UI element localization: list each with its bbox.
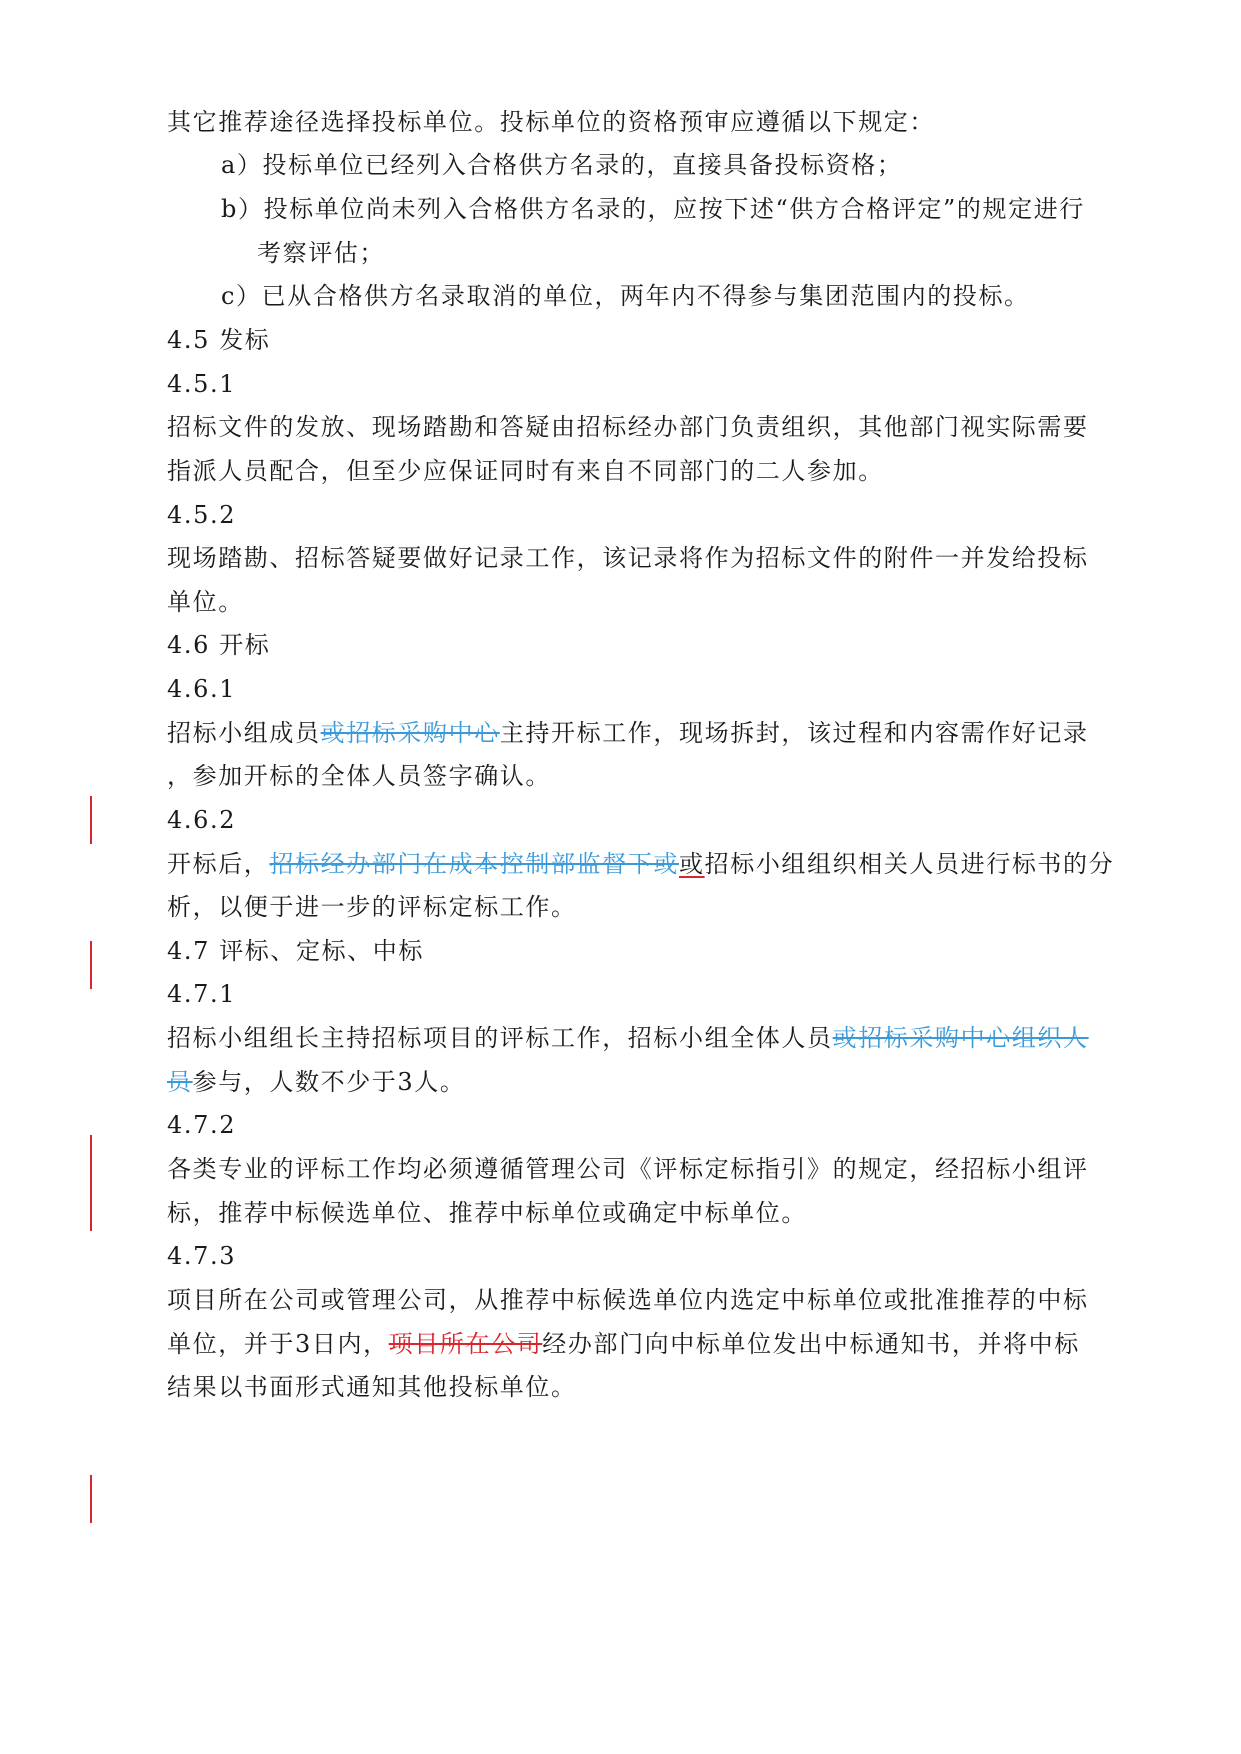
deleted-text: 员 bbox=[167, 1068, 193, 1096]
text-line bbox=[167, 585, 244, 619]
text-run: 其它推荐途径选择投标单位。投标单位的资格预审应遵循以下规定： bbox=[167, 108, 935, 136]
text-line bbox=[167, 105, 935, 139]
deleted-text: 项目所在公司 bbox=[388, 1330, 543, 1358]
text-line bbox=[167, 541, 1089, 575]
text-run: 各类专业的评标工作均必须遵循管理公司《评标定标指引》的规定，经招标小组评 bbox=[167, 1155, 1089, 1183]
text-run: 4.7.3 bbox=[167, 1242, 237, 1270]
text-run: 招标小组组织相关人员进行标书的分 bbox=[704, 850, 1115, 878]
text-run: 4.5 发标 bbox=[167, 326, 271, 354]
text-run: 现场踏勘、招标答疑要做好记录工作，该记录将作为招标文件的附件一并发给投标 bbox=[167, 544, 1089, 572]
text-run: 项目所在公司或管理公司，从推荐中标候选单位内选定中标单位或批准推荐的中标 bbox=[167, 1286, 1089, 1314]
text-run: 4.6 开标 bbox=[167, 631, 271, 659]
section-heading bbox=[167, 934, 424, 968]
text-run: 标，推荐中标候选单位、推荐中标单位或确定中标单位。 bbox=[167, 1199, 807, 1227]
text-line bbox=[167, 1065, 465, 1099]
text-line bbox=[167, 410, 1089, 444]
text-run: 单位。 bbox=[167, 588, 244, 616]
text-run: 4.7.1 bbox=[167, 980, 237, 1008]
list-item-c bbox=[221, 279, 1030, 313]
clause-number bbox=[167, 367, 236, 401]
text-run: 4.6.1 bbox=[167, 675, 237, 703]
list-item-b-continuation bbox=[257, 236, 385, 270]
text-line bbox=[167, 1327, 1080, 1361]
text-run: 4.7 评标、定标、中标 bbox=[167, 937, 424, 965]
text-line bbox=[167, 1283, 1089, 1317]
text-line bbox=[167, 1152, 1089, 1186]
list-item-a bbox=[221, 148, 903, 182]
text-line bbox=[167, 847, 1114, 881]
text-run: 4.5.2 bbox=[167, 501, 237, 529]
deleted-text: 或招标采购中心 bbox=[320, 719, 500, 747]
text-run: ，参加开标的全体人员签字确认。 bbox=[167, 762, 551, 790]
text-run: 4.5.1 bbox=[167, 370, 237, 398]
text-line bbox=[167, 716, 1089, 750]
clause-number bbox=[167, 803, 236, 837]
text-run: 4.6.2 bbox=[167, 806, 237, 834]
text-run: 析，以便于进一步的评标定标工作。 bbox=[167, 893, 577, 921]
clause-number bbox=[167, 1239, 236, 1273]
text-run: 招标小组组长主持招标项目的评标工作，招标小组全体人员 bbox=[167, 1024, 833, 1052]
text-run: 考察评估； bbox=[257, 239, 385, 267]
text-line bbox=[167, 1021, 1089, 1055]
section-heading bbox=[167, 323, 270, 357]
text-run: c）已从合格供方名录取消的单位，两年内不得参与集团范围内的投标。 bbox=[221, 282, 1030, 310]
section-heading bbox=[167, 628, 270, 662]
text-run: 招标文件的发放、现场踏勘和答疑由招标经办部门负责组织，其他部门视实际需要 bbox=[167, 413, 1089, 441]
revision-bar bbox=[90, 1135, 92, 1231]
inserted-text: 或 bbox=[679, 850, 705, 878]
revision-bar bbox=[90, 1475, 92, 1523]
text-run: 结果以书面形式通知其他投标单位。 bbox=[167, 1373, 577, 1401]
revision-bar bbox=[90, 796, 92, 844]
clause-number bbox=[167, 498, 236, 532]
clause-number bbox=[167, 977, 236, 1011]
text-run: 指派人员配合，但至少应保证同时有来自不同部门的二人参加。 bbox=[167, 457, 884, 485]
text-line bbox=[167, 1370, 577, 1404]
text-run: 参与，人数不少于3人。 bbox=[192, 1068, 466, 1096]
text-line bbox=[167, 759, 551, 793]
text-line bbox=[167, 890, 577, 924]
text-run: 4.7.2 bbox=[167, 1111, 237, 1139]
text-line bbox=[167, 454, 884, 488]
text-run: 经办部门向中标单位发出中标通知书，并将中标 bbox=[542, 1330, 1080, 1358]
text-run: 主持开标工作，现场拆封，该过程和内容需作好记录 bbox=[499, 719, 1089, 747]
text-run: b）投标单位尚未列入合格供方名录的，应按下述“供方合格评定”的规定进行 bbox=[221, 195, 1085, 223]
text-run: a）投标单位已经列入合格供方名录的，直接具备投标资格； bbox=[221, 151, 903, 179]
text-line bbox=[167, 1196, 807, 1230]
revision-bar bbox=[90, 941, 92, 989]
list-item-b bbox=[221, 192, 1085, 226]
clause-number bbox=[167, 1108, 236, 1142]
text-run: 单位，并于3日内， bbox=[167, 1330, 389, 1358]
deleted-text: 或招标采购中心组织人 bbox=[832, 1024, 1089, 1052]
text-run: 招标小组成员 bbox=[167, 719, 321, 747]
deleted-text: 招标经办部门在成本控制部监督下或 bbox=[269, 850, 680, 878]
text-run: 开标后， bbox=[167, 850, 270, 878]
clause-number bbox=[167, 672, 236, 706]
